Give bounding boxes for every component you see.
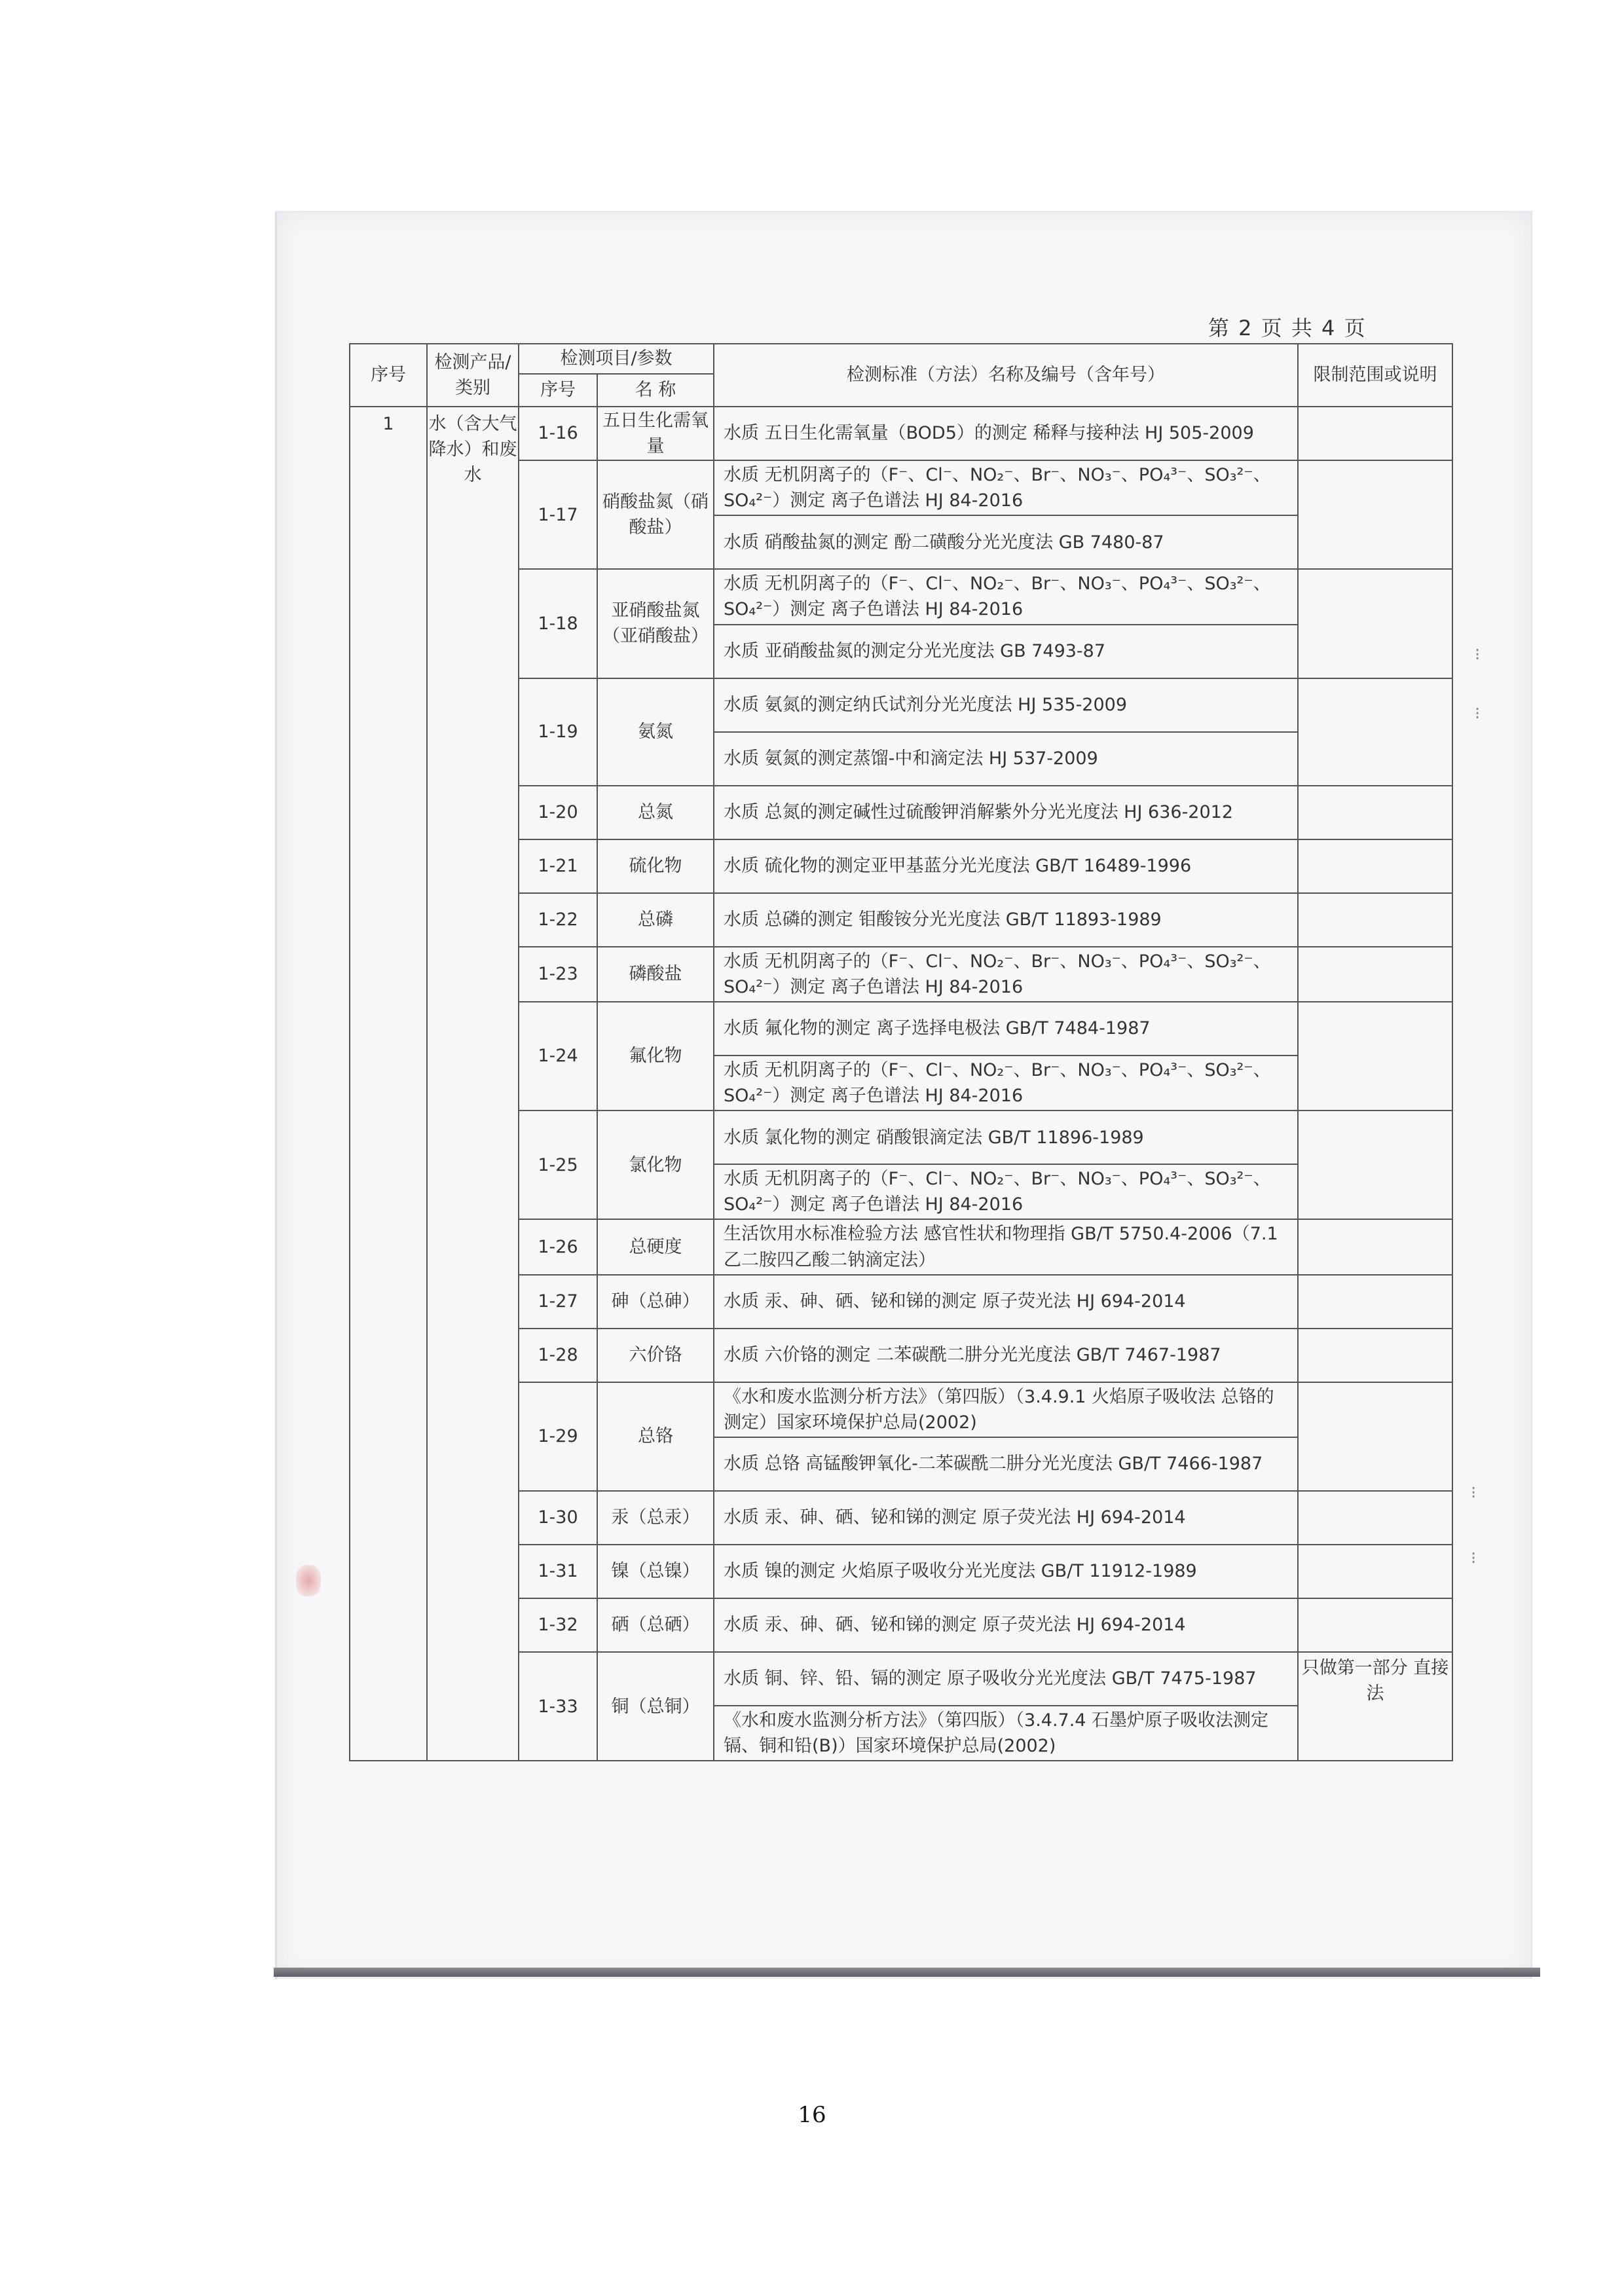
item-name: 五日生化需氧量 bbox=[597, 407, 714, 460]
standard-method: 水质 无机阴离子的（F⁻、Cl⁻、NO₂⁻、Br⁻、NO₃⁻、PO₄³⁻、SO₃²⁻、SO₄²⁻）测定 离子色谱法 HJ 84-2016 bbox=[714, 460, 1298, 515]
header-row bbox=[350, 344, 1452, 374]
item-name: 亚硝酸盐氮（亚硝酸盐） bbox=[597, 569, 714, 678]
item-seq: 1-17 bbox=[519, 460, 597, 569]
standard-method: 生活饮用水标准检验方法 感官性状和物理指 GB/T 5750.4-2006（7.1 乙二胺四乙酸二钠滴定法） bbox=[714, 1219, 1298, 1274]
standard-method: 水质 氟化物的测定 离子选择电极法 GB/T 7484-1987 bbox=[714, 1002, 1298, 1056]
table-row bbox=[350, 407, 1452, 460]
standard-method: 水质 铜、锌、铅、镉的测定 原子吸收分光光度法 GB/T 7475-1987 bbox=[714, 1652, 1298, 1706]
item-seq: 1-16 bbox=[519, 407, 597, 460]
footer-page-number: 16 bbox=[798, 2102, 826, 2128]
item-seq: 1-19 bbox=[519, 678, 597, 786]
group-seq: 1 bbox=[350, 407, 427, 1761]
standard-method: 水质 无机阴离子的（F⁻、Cl⁻、NO₂⁻、Br⁻、NO₃⁻、PO₄³⁻、SO₃²⁻、SO₄²⁻）测定 离子色谱法 HJ 84-2016 bbox=[714, 1056, 1298, 1111]
scan-bottom-edge bbox=[274, 1968, 1540, 1977]
standard-method: 水质 总磷的测定 钼酸铵分光光度法 GB/T 11893-1989 bbox=[714, 893, 1298, 947]
item-seq: 1-18 bbox=[519, 569, 597, 678]
scope-table bbox=[349, 343, 1453, 1761]
limit-note bbox=[1298, 947, 1452, 1002]
standard-method: 《水和废水监测分析方法》（第四版）（3.4.7.4 石墨炉原子吸收法测定镉、铜和铅(B)）国家环境保护总局(2002) bbox=[714, 1706, 1298, 1761]
item-seq: 1-20 bbox=[519, 786, 597, 839]
limit-note bbox=[1298, 1545, 1452, 1598]
limit-note bbox=[1298, 460, 1452, 569]
item-seq: 1-30 bbox=[519, 1491, 597, 1545]
standard-method: 水质 无机阴离子的（F⁻、Cl⁻、NO₂⁻、Br⁻、NO₃⁻、PO₄³⁻、SO₃²⁻、SO₄²⁻）测定 离子色谱法 HJ 84-2016 bbox=[714, 569, 1298, 624]
standard-method: 水质 总铬 高锰酸钾氧化-二苯碳酰二肼分光光度法 GB/T 7466-1987 bbox=[714, 1437, 1298, 1491]
item-name: 氨氮 bbox=[597, 678, 714, 786]
standard-method: 水质 六价铬的测定 二苯碳酰二肼分光光度法 GB/T 7467-1987 bbox=[714, 1329, 1298, 1382]
binding-mark: ⁝ bbox=[1471, 1483, 1477, 1503]
limit-note bbox=[1298, 786, 1452, 839]
limit-note bbox=[1298, 1275, 1452, 1329]
limit-note bbox=[1298, 1111, 1452, 1219]
page-label: 第 2 页 共 4 页 bbox=[1208, 316, 1367, 340]
item-name: 硒（总硒） bbox=[597, 1598, 714, 1652]
limit-note bbox=[1298, 893, 1452, 947]
standard-method: 水质 氨氮的测定纳氏试剂分光光度法 HJ 535-2009 bbox=[714, 678, 1298, 732]
item-seq: 1-22 bbox=[519, 893, 597, 947]
item-seq: 1-25 bbox=[519, 1111, 597, 1219]
limit-note bbox=[1298, 407, 1452, 460]
item-name: 氯化物 bbox=[597, 1111, 714, 1219]
item-name: 总硬度 bbox=[597, 1219, 714, 1274]
item-name: 氟化物 bbox=[597, 1002, 714, 1111]
item-seq: 1-28 bbox=[519, 1329, 597, 1382]
item-name: 六价铬 bbox=[597, 1329, 714, 1382]
header-item-seq: 序号 bbox=[519, 374, 597, 407]
standard-method: 水质 亚硝酸盐氮的测定分光光度法 GB 7493-87 bbox=[714, 625, 1298, 678]
item-seq: 1-24 bbox=[519, 1002, 597, 1111]
header-limit: 限制范围或说明 bbox=[1298, 344, 1452, 407]
item-seq: 1-23 bbox=[519, 947, 597, 1002]
item-name: 磷酸盐 bbox=[597, 947, 714, 1002]
standard-method: 水质 汞、砷、硒、铋和锑的测定 原子荧光法 HJ 694-2014 bbox=[714, 1491, 1298, 1545]
standard-method: 水质 氯化物的测定 硝酸银滴定法 GB/T 11896-1989 bbox=[714, 1111, 1298, 1164]
binding-mark: ⁝ bbox=[1471, 1549, 1477, 1568]
binding-mark: ⁝ bbox=[1475, 645, 1481, 665]
standard-method: 水质 汞、砷、硒、铋和锑的测定 原子荧光法 HJ 694-2014 bbox=[714, 1598, 1298, 1652]
item-name: 铜（总铜） bbox=[597, 1652, 714, 1761]
item-name: 汞（总汞） bbox=[597, 1491, 714, 1545]
item-name: 总铬 bbox=[597, 1382, 714, 1491]
limit-note bbox=[1298, 1382, 1452, 1491]
item-name: 硝酸盐氮（硝酸盐） bbox=[597, 460, 714, 569]
header-item-name: 名 称 bbox=[597, 374, 714, 407]
item-seq: 1-27 bbox=[519, 1275, 597, 1329]
item-name: 总磷 bbox=[597, 893, 714, 947]
item-name: 硫化物 bbox=[597, 839, 714, 893]
header-standard: 检测标准（方法）名称及编号（含年号） bbox=[714, 344, 1298, 407]
item-seq: 1-26 bbox=[519, 1219, 597, 1274]
limit-note bbox=[1298, 1219, 1452, 1274]
standard-method: 水质 镍的测定 火焰原子吸收分光光度法 GB/T 11912-1989 bbox=[714, 1545, 1298, 1598]
standard-method: 水质 五日生化需氧量（BOD5）的测定 稀释与接种法 HJ 505-2009 bbox=[714, 407, 1298, 460]
group-category: 水（含大气降水）和废水 bbox=[427, 407, 519, 1761]
limit-note bbox=[1298, 1491, 1452, 1545]
standard-method: 水质 总氮的测定碱性过硫酸钾消解紫外分光光度法 HJ 636-2012 bbox=[714, 786, 1298, 839]
limit-note: 只做第一部分 直接法 bbox=[1298, 1652, 1452, 1761]
limit-note bbox=[1298, 569, 1452, 678]
standard-method: 《水和废水监测分析方法》（第四版）（3.4.9.1 火焰原子吸收法 总铬的测定）国家环境保护总局(2002) bbox=[714, 1382, 1298, 1437]
item-seq: 1-33 bbox=[519, 1652, 597, 1761]
item-name: 总氮 bbox=[597, 786, 714, 839]
item-seq: 1-21 bbox=[519, 839, 597, 893]
table-body bbox=[350, 344, 1452, 1761]
item-seq: 1-31 bbox=[519, 1545, 597, 1598]
limit-note bbox=[1298, 839, 1452, 893]
standard-method: 水质 无机阴离子的（F⁻、Cl⁻、NO₂⁻、Br⁻、NO₃⁻、PO₄³⁻、SO₃²⁻、SO₄²⁻）测定 离子色谱法 HJ 84-2016 bbox=[714, 947, 1298, 1002]
red-stamp-mark bbox=[296, 1565, 321, 1596]
limit-note bbox=[1298, 1329, 1452, 1382]
header-category: 检测产品/类别 bbox=[427, 344, 519, 407]
standard-method: 水质 无机阴离子的（F⁻、Cl⁻、NO₂⁻、Br⁻、NO₃⁻、PO₄³⁻、SO₃²⁻、SO₄²⁻）测定 离子色谱法 HJ 84-2016 bbox=[714, 1164, 1298, 1219]
item-name: 砷（总砷） bbox=[597, 1275, 714, 1329]
item-seq: 1-29 bbox=[519, 1382, 597, 1491]
header-item-group: 检测项目/参数 bbox=[519, 344, 714, 374]
limit-note bbox=[1298, 1598, 1452, 1652]
limit-note bbox=[1298, 1002, 1452, 1111]
standard-method: 水质 汞、砷、硒、铋和锑的测定 原子荧光法 HJ 694-2014 bbox=[714, 1275, 1298, 1329]
header-seq: 序号 bbox=[350, 344, 427, 407]
item-name: 镍（总镍） bbox=[597, 1545, 714, 1598]
limit-note bbox=[1298, 678, 1452, 786]
standard-method: 水质 硝酸盐氮的测定 酚二磺酸分光光度法 GB 7480-87 bbox=[714, 515, 1298, 569]
standard-method: 水质 硫化物的测定亚甲基蓝分光光度法 GB/T 16489-1996 bbox=[714, 839, 1298, 893]
binding-mark: ⁝ bbox=[1475, 704, 1481, 724]
item-seq: 1-32 bbox=[519, 1598, 597, 1652]
standard-method: 水质 氨氮的测定蒸馏-中和滴定法 HJ 537-2009 bbox=[714, 732, 1298, 786]
